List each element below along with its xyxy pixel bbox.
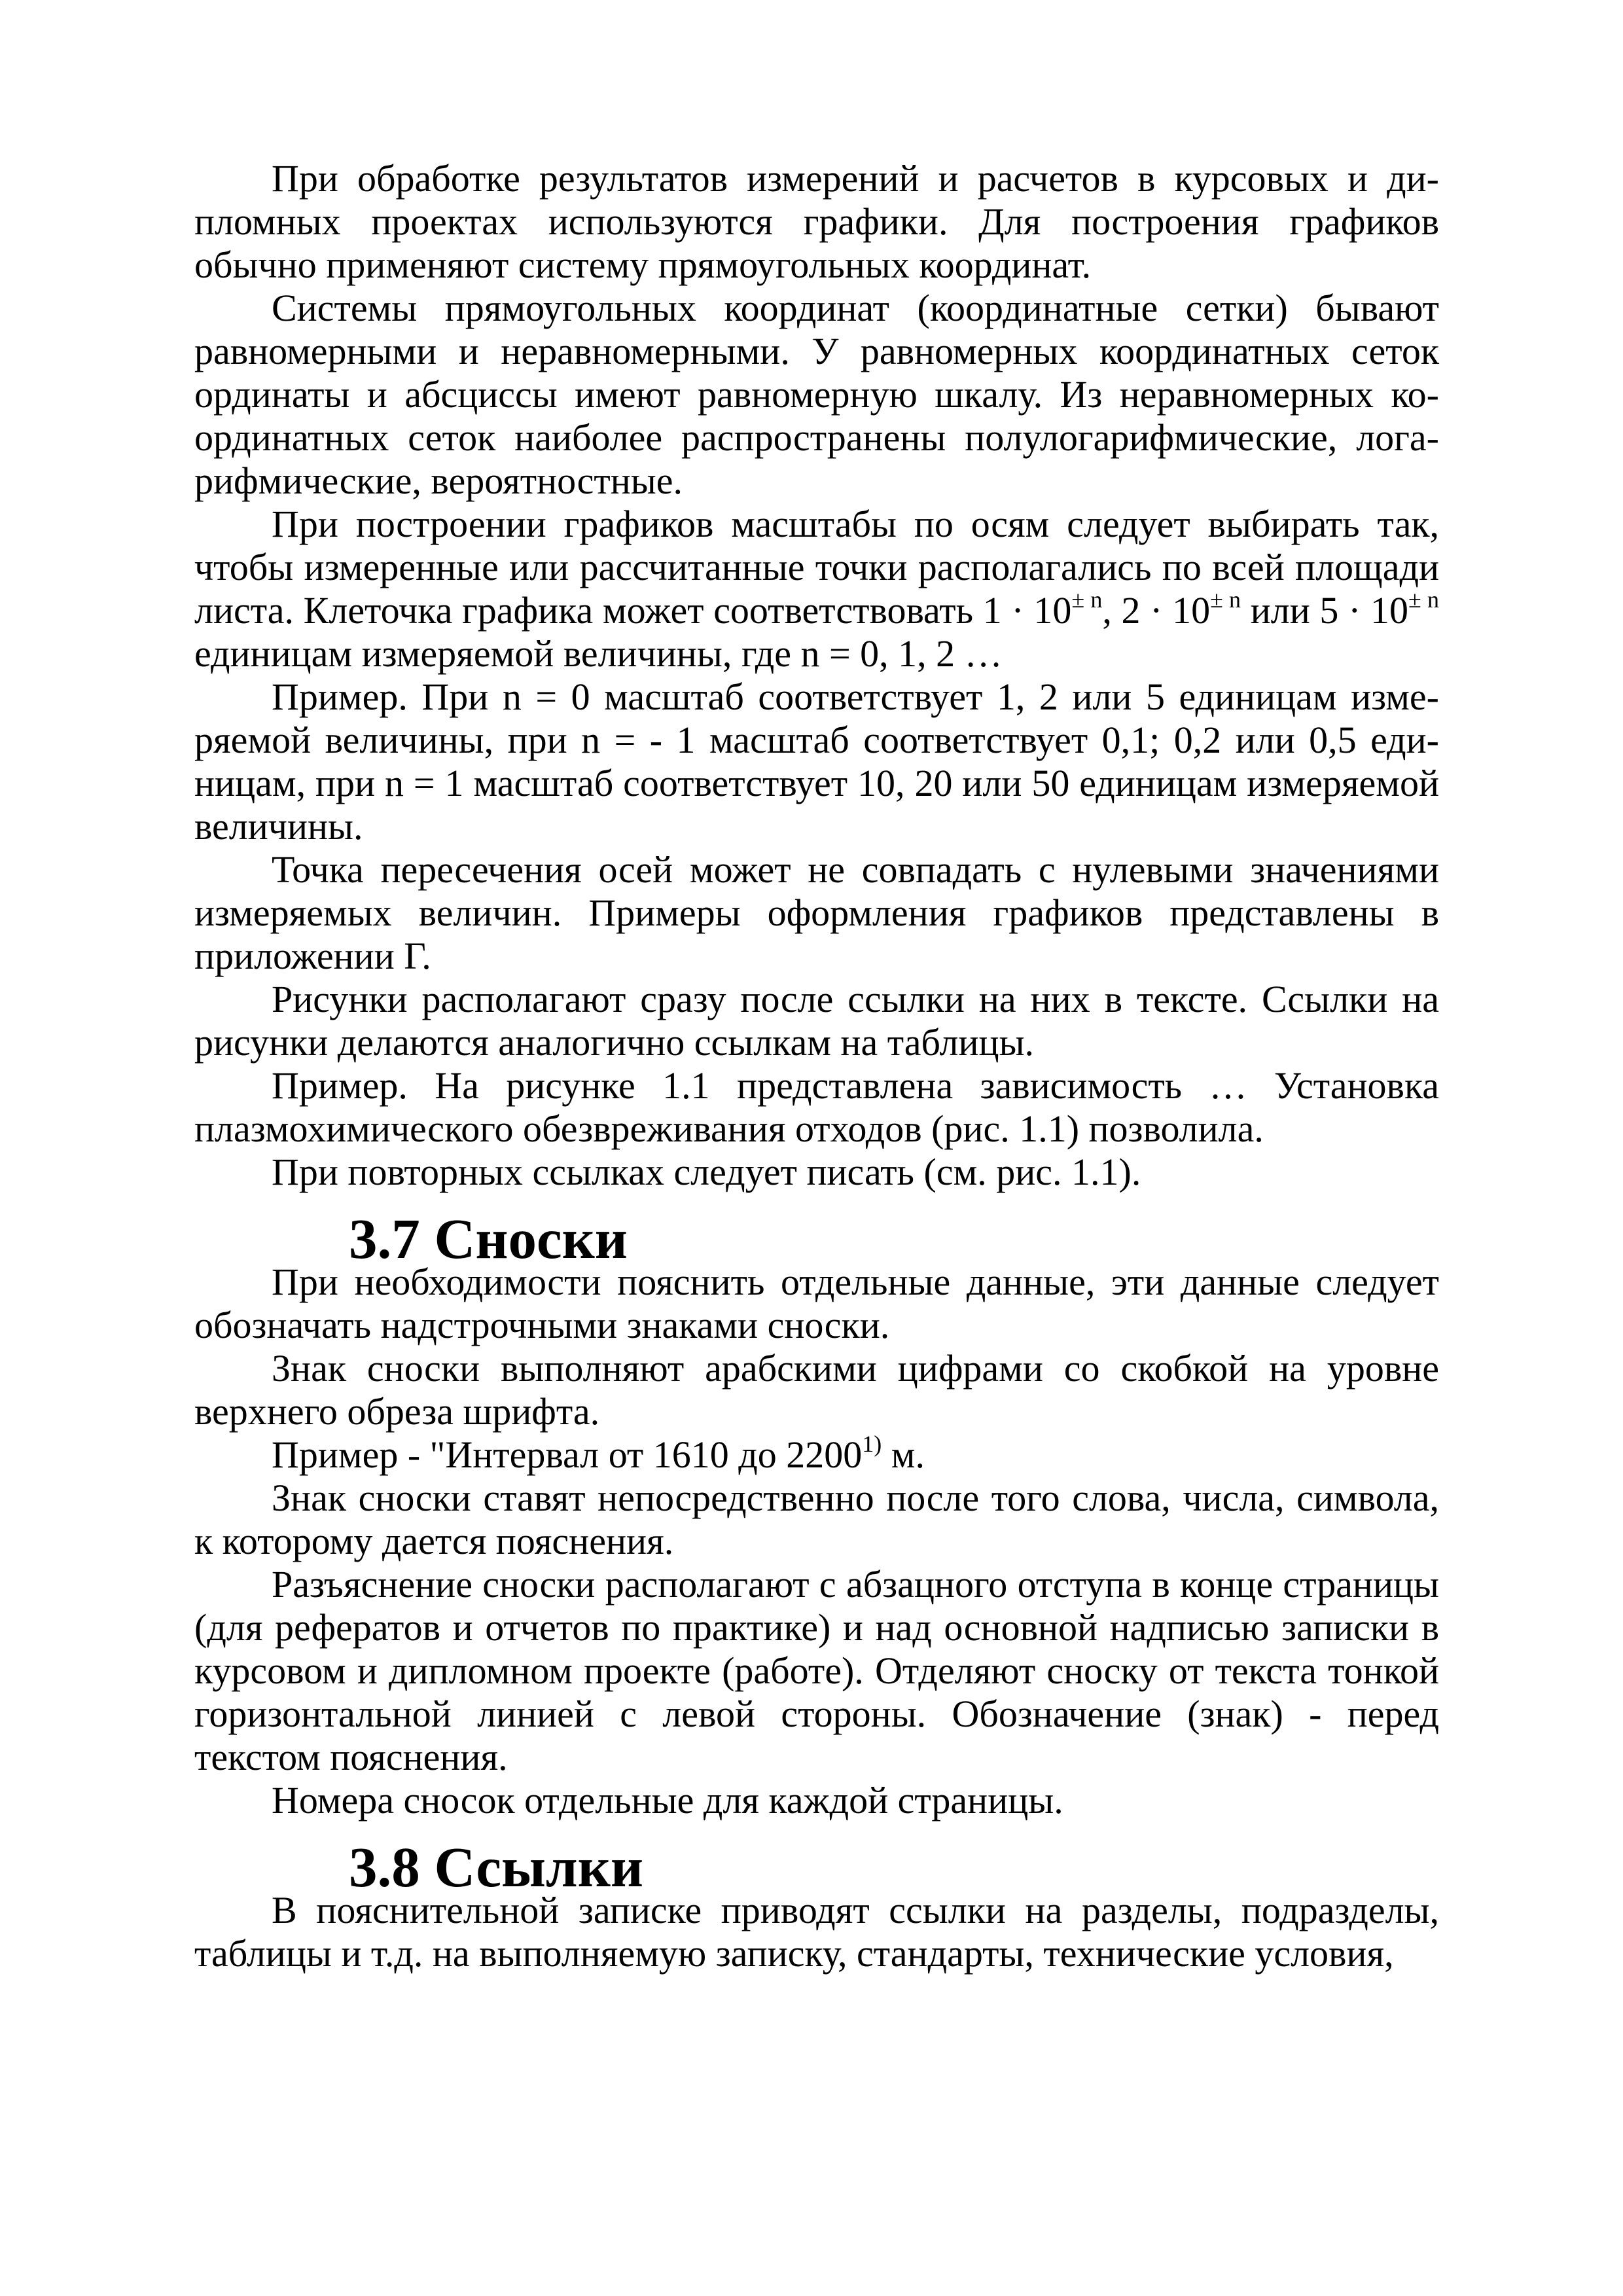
scale-text-start: При построении графиков масштабы по осям следует выбирать так, чтобы измеренные или рассчитанные точки располагались по всей площади листа. Клеточка графика может соответствовать 1 · 10 <box>194 503 1439 632</box>
scale-text-end: единицам измеряемой величины, где n = 0, 1, 2 … <box>194 632 1003 675</box>
paragraph-footnote-sign: Знак сноски выполняют арабскими цифрами со скобкой на уровне верхнего обреза шрифта. <box>194 1347 1439 1433</box>
exponent-1: ± n <box>1071 586 1103 613</box>
paragraph-graphs-intro: При обработке результатов измерений и расчетов в курсовых и дипломных проектах используются графики. Для построения графиков обычно применяют систему прямоугольных координат. <box>194 157 1439 286</box>
exponent-3: ± n <box>1408 586 1439 613</box>
paragraph-repeat-references: При повторных ссылках следует писать (см. рис. 1.1). <box>272 1151 1141 1193</box>
paragraph-footnote-explanation: Разъяснение сноски располагают с абзацного отступа в конце страницы (для рефератов и отчетов по практике) и над основной надписью записки в курсовом и дипломном проекте (работе). Отделяют сноску от текста тонкой горизонтальной линией с левой стороны. Обозначение (знак) - перед текстом пояснения. <box>194 1563 1439 1778</box>
paragraph-scale-example: Пример. При n = 0 масштаб соответствует 1, 2 или 5 единицам измеряемой величины, при n = - 1 масштаб соответствует 0,1; 0,2 или 0,5 единицам, при n = 1 масштаб соответствует 10, 20 или 50 единицам измеряемой величины. <box>194 675 1439 848</box>
document-page <box>194 157 1439 1975</box>
paragraph-footnote-numbering: Номера сносок отдельные для каждой страницы. <box>272 1779 1063 1821</box>
footnote-example-end: м. <box>882 1433 925 1476</box>
paragraph-footnotes-purpose: При необходимости пояснить отдельные данные, эти данные следует обозначать надстрочными знаками сноски. <box>194 1261 1439 1346</box>
paragraph-footnote-example <box>194 1433 1439 1477</box>
scale-text-mid2: или 5 · 10 <box>1241 589 1409 632</box>
paragraph-references-intro: В пояснительной записке приводят ссылки на разделы, подразделы, таблицы и т.д. на выполняемую записку, стандарты, технические условия, <box>194 1889 1439 1975</box>
exponent-2: ± n <box>1210 586 1241 613</box>
section-title-footnotes: 3.7 Сноски <box>349 1207 628 1270</box>
scale-text-mid1: , 2 · 10 <box>1102 589 1211 632</box>
paragraph-figure-example: Пример. На рисунке 1.1 представлена зависимость … Установка плазмохимического обезвреживания отходов (рис. 1.1) позволила. <box>194 1064 1439 1150</box>
section-title-references: 3.8 Ссылки <box>349 1835 643 1899</box>
footnote-example-text: Пример - "Интервал от 1610 до 2200 <box>272 1433 863 1476</box>
paragraph-scale-choice <box>194 503 1439 675</box>
footnote-mark: 1) <box>862 1431 882 1457</box>
paragraph-coordinate-grids: Системы прямоугольных координат (координатные сетки) бывают равномерными и неравномерными. У равномерных координатных сеток ординаты и абсциссы имеют равномерную шкалу. Из неравномерных координатных сеток наиболее распространены полулогарифмические, логарифмические, вероятностные. <box>194 287 1439 502</box>
paragraph-axes-intersection: Точка пересечения осей может не совпадать с нулевыми значениями измеряемых величин. Примеры оформления графиков представлены в приложении Г. <box>194 848 1439 977</box>
paragraph-figure-placement: Рисунки располагают сразу после ссылки на них в тексте. Ссылки на рисунки делаются аналогично ссылкам на таблицы. <box>194 978 1439 1064</box>
paragraph-footnote-position: Знак сноски ставят непосредственно после того слова, числа, символа, к которому дается пояснения. <box>194 1477 1439 1562</box>
